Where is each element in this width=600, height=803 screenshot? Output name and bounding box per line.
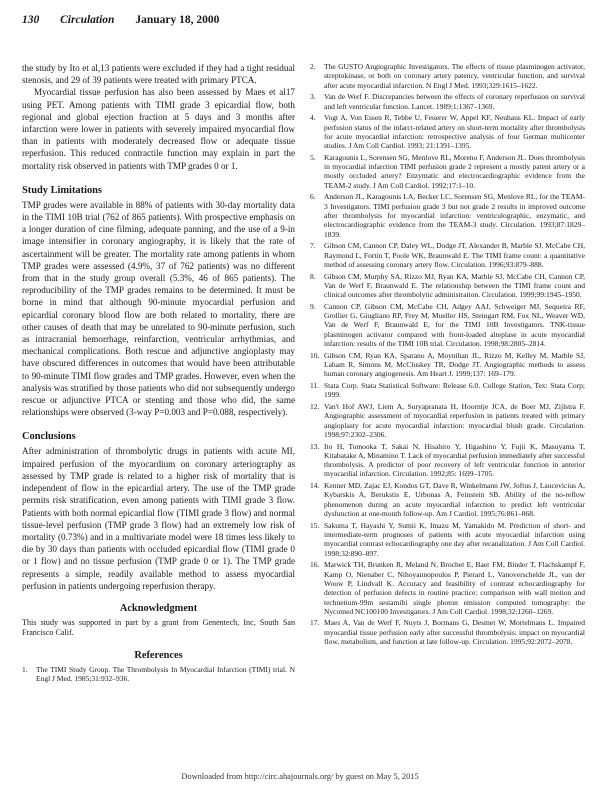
reference-number: 2. <box>310 62 316 71</box>
conclusions-heading: Conclusions <box>22 431 76 443</box>
reference-text: Kenner MD, Zajac EJ, Kondos GT, Dave R, Winkelmann JW, Joftus J, Laucevicius A, Kybarskis A, Berukstis E, Urbonas A, Feinstein SB. Ability of the no-reflow phenomenon during an acute myocardial infarction to predict left ventricular dysfunction at one-month follow-up. Am J Cardiol. 1995;76:861–868. <box>324 481 585 519</box>
references-heading: References <box>134 649 183 661</box>
reference-item <box>310 302 585 348</box>
limitations-heading: Study Limitations <box>22 184 102 196</box>
reference-text: Van de Werf F. Discrepancies between the effects of coronary reperfusion on survival and left ventricular function. Lancet. 1989;1:1367–1369. <box>324 92 585 111</box>
reference-number: 9. <box>310 301 316 311</box>
right-column <box>310 62 585 649</box>
reference-list-right <box>310 62 585 646</box>
reference-text: Ito H, Tomooka T, Sakai N, Hisahiro Y, Higashino Y, Fujii K, Masuyama T, Kitabatake A, Minamino T. Lack of myocardial perfusion immediately after successful thrombolysis. A predictor of poor recovery of left ventricular function in anterior myocardial infarction. Circulation. 1992;85: 1699–1705. <box>324 441 585 479</box>
intro-paragraph-1: the study by Ito et al,13 patients were excluded if they had a tight residual stenosis, and 29 of 39 patients were treated with primary PTCA. <box>22 63 295 86</box>
reference-number: 11. <box>310 381 320 391</box>
reference-text: Marwick TH, Brunken R, Meland N, Brochet E, Baer FM, Binder T, Flachskampf F, Kamp O, Nienaber C, Nihoyannopoulos P, Pierard L, Vanoverschelde JL, van der Wouw P, Lindvall K. Accuracy and feasibility of contrast echocardiography for detection of perfusion defects in routine practice: comparison with wall motion and technetium-99m sestamibi single photon emission computed tomography: the Nycomed NC100100 Investigators. J Am Coll Cardiol. 1998;32:1260–1269. <box>324 560 585 616</box>
reference-item <box>310 92 585 111</box>
reference-item <box>310 113 585 150</box>
reference-text: Gibson CM, Ryan KA, Sparano A, Moynihan JL, Rizzo M, Kelley M, Marble SJ, Laham R, Simons M, McCluskey TR, Dodge JT. Angiographic methods to assess human coronary angiogenesis. Am Heart J. 1999;137: 169–179. <box>324 350 585 379</box>
reference-item <box>310 618 585 646</box>
reference-number: 3. <box>310 92 316 102</box>
reference-list-left <box>22 665 295 684</box>
reference-item <box>310 351 585 379</box>
reference-item <box>310 481 585 518</box>
reference-number: 15. <box>310 520 320 530</box>
reference-number: 12. <box>310 402 320 411</box>
reference-item <box>310 241 585 269</box>
reference-number: 4. <box>310 113 316 123</box>
acknowledgment-text: This study was supported in part by a grant from Genentech, Inc, South San Francisco Calif. <box>22 617 295 638</box>
conclusions-text: After administration of thrombolytic drugs in patients with acute MI, impaired perfusion of the myocardium on coronary arteriography as assessed by TMP grade is related to a higher risk of mortality that is independent of flow in the epicardial artery. The use of the TMP grade permits risk stratification, even among patients with TIMI grade 3 flow. Patients with both normal epicardial flow (TIMI grade 3 flow) and normal tissue-level perfusion (TMP grade 3 flow) had an extremely low risk of mortality (0.73%) and in a multivariate model were 18 times less likely to die by 30 days than patients with occluded epicardial flow (TIMI grade 0 or 1 flow) and no tissue perfusion (TMP grade 0 or 1). The TMP grade represents a simple, readily available method to assess myocardial perfusion in patients undergoing reperfusion therapy. <box>22 446 295 591</box>
reference-number: 8. <box>310 271 316 281</box>
reference-number: 17. <box>310 618 320 628</box>
reference-text: The GUSTO Angiographic Investigators. The effects of tissue plasminogen activator, streptokinase, or both on coronary artery patency, ventricular function, and survival after acute myocardial infarction. N Engl J Med. 1993;329:1615–1622. <box>324 62 585 90</box>
reference-text: Gibson CM, Cannon CP, Daley WL, Dodge JT, Alexander B, Marble SJ, McCabe CH, Raymond L, Fortin T, Poole WK, Braunwald E. The TIMI frame count: a quantitative method of assessing coronary artery flow. Circulation. 1996;93:879–888. <box>324 241 585 269</box>
limitations-text: TMP grades were available in 88% of patients with 30-day mortality data in the TIMI 10B trial (762 of 865 patients). With prospective emphasis on a longer duration of cine filming, adequate panning, and the use of a 9-in image intensifier in coronary angiography, it is likely that the rate of ascertainment will be greater. The mortality rate among patients in whom TMP grades were assessed (4.9%, 37 of 762 patients) was no different from that in the study group overall (5.3%, 46 of 865 patients). The reproducibility of the TMP grades remains to be determined. It must be borne in mind that although 90-minute myocardial perfusion and epicardial coronary blood flow are both related to mortality, there are other causes of death that may be unrelated to 90-minute perfusion, such as intracranial hemorrhage, reinfarction, ventricular arrhythmias, and mechanical complications. Both rescue and adjunctive angioplasty may have obscured differences in outcomes that would have been attributable to 90-minute TIMI flow grades and TMP grades. However, even when the analysis was stratified by those patients who did not subsequently undergo rescue or adjunctive PTCA or stenting and those who did, the same relationships were observed (3-way P=0.003 and P=0.088, respectively). <box>22 199 295 418</box>
reference-text: Maes A, Van de Werf F, Nuyts J, Bormans G, Desmet W, Mortelmans L. Impaired myocardial tissue perfusion early after successful thrombolysis: impact on myocardial flow, metabolism, and function at late follow-up. Circulation. 1995;92:2072–2078. <box>324 618 585 647</box>
reference-text: Gibson CM, Murphy SA, Rizzo MJ, Ryan KA, Marble SJ, McCabe CH, Cannon CP, Van de Werf F, Braunwald E. The relationship between the TIMI frame count and clinical outcomes after thrombolytic administration. Circulation. 1999;99:1945–1950. <box>324 271 585 300</box>
reference-number: 13. <box>310 441 320 451</box>
reference-item <box>310 442 585 479</box>
reference-item <box>22 665 295 684</box>
reference-item <box>310 192 585 238</box>
acknowledgment-heading: Acknowledgment <box>119 602 198 614</box>
reference-item <box>310 153 585 190</box>
journal-name: Circulation <box>60 14 115 26</box>
page-number: 130 <box>22 14 40 26</box>
reference-item <box>310 521 585 558</box>
reference-number: 14. <box>310 481 320 491</box>
left-column <box>22 62 295 686</box>
reference-number: 6. <box>310 192 316 202</box>
running-header <box>22 14 582 30</box>
reference-number: 5. <box>310 152 316 162</box>
reference-item <box>310 272 585 300</box>
reference-text: The TIMI Study Group. The Thrombolysis In Myocardial Infarction (TIMI) trial. N Engl J Med. 1985;31:932–936. <box>36 664 295 684</box>
reference-item <box>310 560 585 616</box>
reference-item <box>310 402 585 439</box>
reference-item <box>310 381 585 400</box>
reference-text: Karagounis L, Sorensen SG, Menlove RL, Moreno F, Anderson JL. Does thrombolysis in myocardial infarction TIMI perfusion grade 2 represent a mostly patent artery or a mostly occluded artery? Enzymatic and electrocardiographic evidence from the TEAM-2 study. J Am Coll Cardiol. 1992;17:1–10. <box>324 152 585 190</box>
intro-paragraph-2: Myocardial tissue perfusion has also been assessed by Maes et al17 using PET. Among patients with TIMI grade 3 epicardial flow, both regional and global ejection fraction at 5 days and 3 months after infarction were lower in patients with severely impaired myocardial flow than in patients with moderately decreased flow or adequate tissue reperfusion. This reduced contractile function may explain in part the mortality risk observed in patients with TMP grades 0 or 1. <box>22 87 295 171</box>
reference-text: Sakuma T, Hayashi Y, Sumii K, Imazu M, Yamakido M. Prediction of short- and intermediate-term prognoses of patients with acute myocardial infarction using myocardial contrast echocardiography one day after recanalization. J Am Coll Cardiol. 1998;32:890–897. <box>324 520 585 558</box>
download-footer[interactable]: Downloaded from http://circ.ahajournals.org/ by guest on May 5, 2015 <box>181 772 419 781</box>
reference-text: Vogt A, Von Essen R, Tebbe U, Feuerer W, Appel KF, Neuhaus KL. Impact of early perfusion status of the infarct-related artery on short-term mortality after thrombolysis for acute myocardial infarction: retrospective analysis of four German multicenter studies. J Am Coll Cardiol. 1993; 21:1391–1395. <box>324 113 585 151</box>
reference-text: Anderson JL, Karagounis LA, Becker LC, Sorensen SG, Menlove RL, for the TEAM-3 Investigators. TIMI perfusion grade 3 but not grade 2 results in improved outcome after thrombolysis for myocardial infarction: ventriculographic, enzymatic, and electrocardiographic evidence from the TEAM-3 study. Circulation. 1993;87:1829–1839. <box>324 192 585 239</box>
reference-text: Cannon CP, Gibson CM, McCabe CH, Adgey AAJ, Schweiger MJ, Sequeira RF, Grollier G, Giugliano RP, Frey M, Mueller HS, Steingart RM, Fox NL, Weaver WD, Van de Werf F, Braunwald E, for the TIMI 10B Investigators. TNK-tissue plasminogen activator compared with front-loaded alteplase in acute myocardial infarction: results of the TIMI 10B trial. Circulation. 1998;98:2805–2814. <box>324 301 585 349</box>
reference-item <box>310 62 585 90</box>
reference-number: 16. <box>310 560 320 570</box>
reference-text: Stata Corp. Stata Statistical Software: Release 6.0. College Station, Tex: Stata Corp; 1999. <box>324 381 585 400</box>
reference-number: 7. <box>310 241 316 251</box>
issue-date: January 18, 2000 <box>135 14 220 26</box>
reference-text: Van't Hof AWJ, Liem A, Suryapranata H, Hoorntje JCA, de Boer MJ, Zijlstra F. Angiographic assessment of myocardial reperfusion in patients treated with primary angioplasty for acute myocardial infarction: myocardial blush grade. Circulation. 1998;97:2302–2306. <box>324 402 585 439</box>
reference-number: 1. <box>22 664 28 674</box>
reference-number: 10. <box>310 350 320 360</box>
